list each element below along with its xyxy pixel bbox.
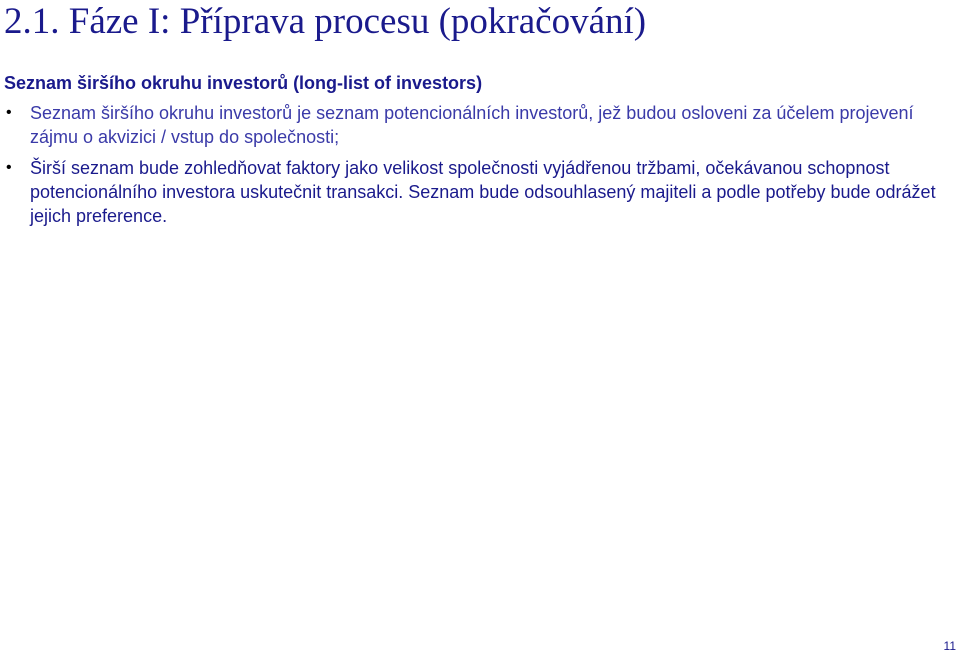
page-number: 11 [943, 639, 956, 653]
bullet-text: Širší seznam bude zohledňovat faktory jako velikost společnosti vyjádřenou tržbami, očekávanou schopnost potencionálního investora uskutečnit transakci. Seznam bude odsouhlasený majiteli a podle potřeby bude odrážet jejich preference. [30, 158, 936, 226]
bullet-list [0, 101, 956, 235]
section-subtitle: Seznam širšího okruhu investorů (long-list of investors) [4, 73, 483, 93]
bullet-item-2 [0, 156, 956, 228]
bullet-marker: • [6, 159, 12, 176]
bullet-item-1 [0, 101, 956, 149]
bullet-text: Seznam širšího okruhu investorů je seznam potencionálních investorů, jež budou osloveni za účelem projevení zájmu o akvizici / vstup do společnosti; [30, 103, 914, 147]
slide-title: 2.1. Fáze I: Příprava procesu (pokračování) [4, 1, 647, 42]
bullet-marker: • [6, 104, 12, 121]
